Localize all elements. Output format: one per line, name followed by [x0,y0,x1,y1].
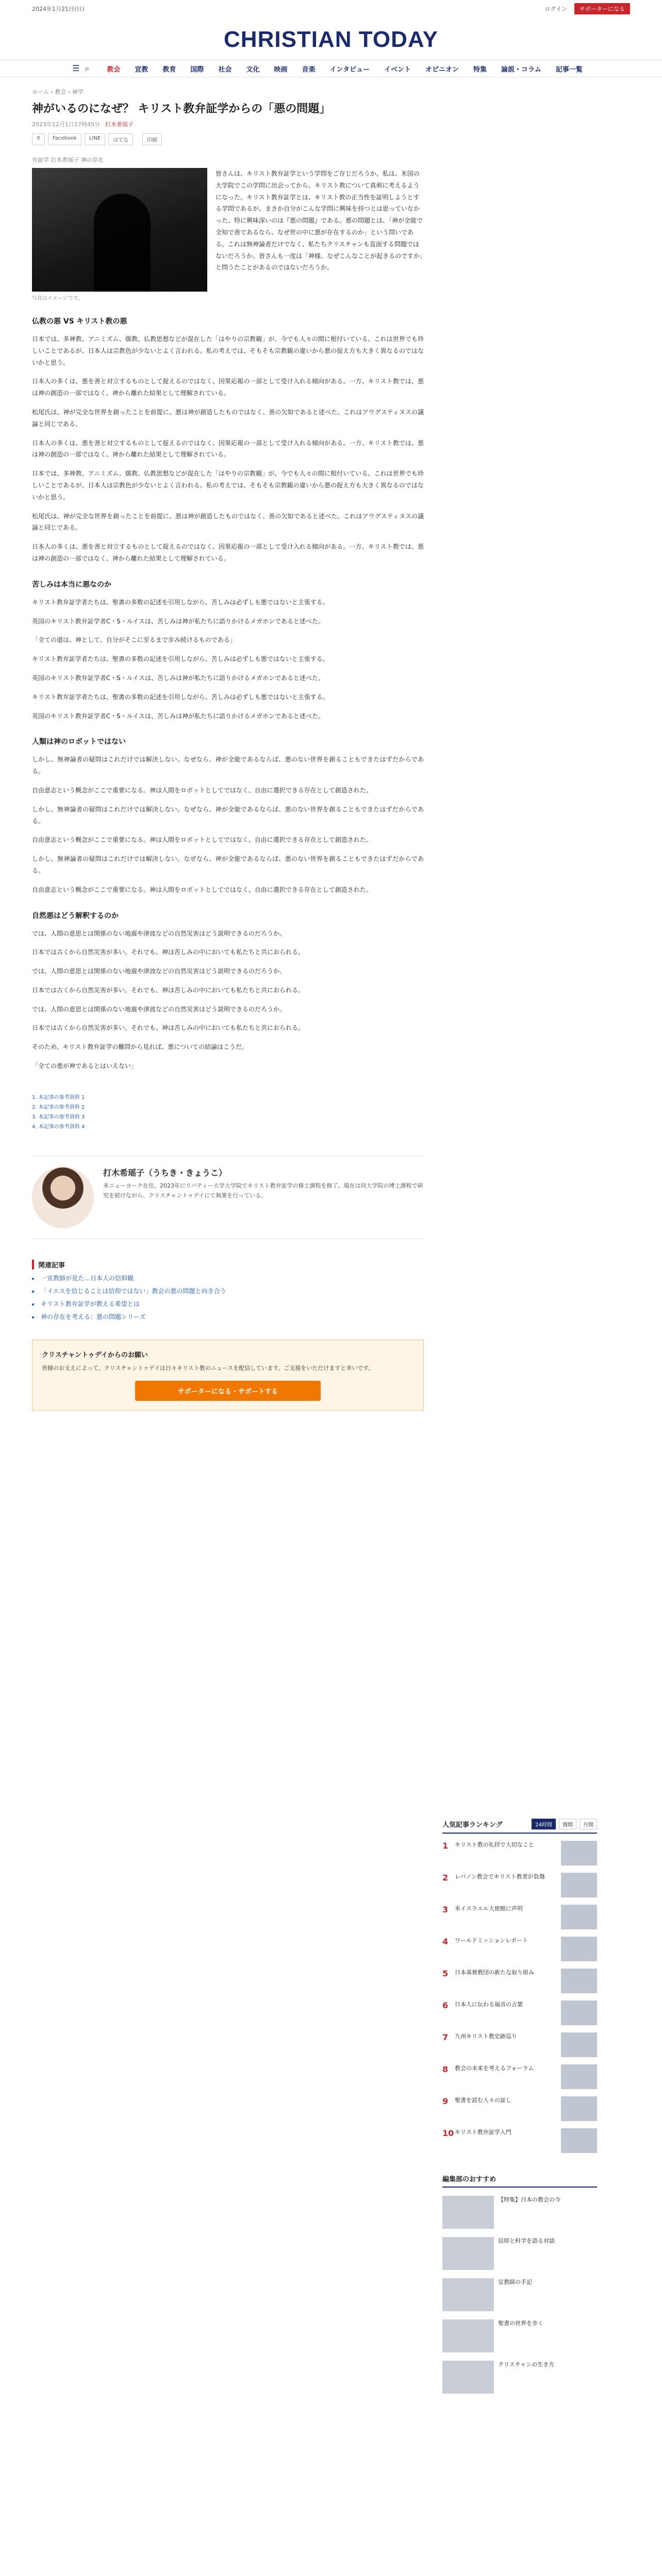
rank-number: 1 [442,1841,449,1851]
paragraph: しかし、無神論者の疑問はこれだけでは解決しない。なぜなら、神が全能であるならば、悪のない世界を創ることもできたはずだからである。 [32,756,424,775]
pick-thumbnail[interactable] [442,2278,494,2311]
rank-number: 5 [442,1969,449,1978]
article-meta [32,120,424,128]
support-appeal [32,1340,424,1411]
ranking-item-title[interactable]: 日本人に伝わる福音の言葉 [455,2001,523,2008]
picks-title: 編集部のおすすめ [442,2174,597,2188]
article-date: 2023年12月1日17時45分 [32,121,100,128]
ranking-item[interactable] [442,2064,597,2089]
paragraph: 日本では古くから自然災害が多い。それでも、神は苦しみの中においても私たちと共におられる。 [32,1024,305,1032]
pick-item[interactable] [442,2237,597,2270]
pick-item[interactable] [442,2319,597,2352]
support-button[interactable]: サポーターになる [574,3,630,14]
author-bio: 米ニューヨーク在住。2023年にリバティー大学大学院でキリスト教弁証学の修士課程を修了。現在は同大学院の博士課程で研究を続けながら、クリスチャントゥデイにて執筆を行っている。 [103,1182,423,1199]
ranking-tab-week[interactable]: 週間 [559,1819,576,1829]
topbar-date: 2024年1月21日(日) [32,6,85,12]
print-button[interactable]: 印刷 [142,133,162,145]
paragraph: 英国のキリスト教弁証学者C・S・ルイスは、苦しみは神が私たちに語りかけるメガホンであると述べた。 [32,712,325,720]
pick-thumbnail[interactable] [442,2237,494,2270]
ranking-thumbnail[interactable] [561,2001,597,2025]
section-heading: 人類は神のロボットではない [32,738,126,747]
author-profile [32,1156,424,1239]
site-logo[interactable]: CHRISTIAN TODAY [224,27,438,52]
nav-icons [72,63,89,74]
ranking-tab-24h[interactable]: 24時間 [532,1819,556,1829]
closing-paragraph: そのため、キリスト教弁証学の難問から見れば、悪についての結論はこうだ。 [32,1043,249,1051]
article-intro [32,168,424,301]
nav-item-music[interactable]: 音楽 [302,65,316,74]
author-info [103,1166,424,1228]
paragraph: キリスト教弁証学者たちは、聖書の多数の記述を引用しながら、苦しみは必ずしも悪ではないと主張する。 [32,598,329,606]
related-item[interactable]: • 一宣教師が見た…日本人の信仰観 [32,1274,424,1282]
reference-item[interactable]: 4. 本記事の参考資料 4 [32,1122,424,1130]
support-cta-button[interactable]: サポーターになる・サポートする [135,1381,321,1401]
nav-item-event[interactable]: イベント [384,65,411,74]
pick-item[interactable] [442,2196,597,2229]
author-name: 打木希瑶子（うちき・きょうこ） [103,1167,227,1178]
topbar-actions [545,3,630,14]
rank-number: 6 [442,2001,449,2010]
paragraph: 自由意志という概念がここで重要になる。神は人間をロボットとしてではなく、自由に選択できる存在として創造された。 [32,886,372,893]
ranking-item-title[interactable]: レバノン教会でキリスト教者が負傷 [455,1873,545,1880]
paragraph: 英国のキリスト教弁証学者C・S・ルイスは、苦しみは神が私たちに語りかけるメガホンであると述べた。 [32,617,325,625]
pick-item-title[interactable]: 【特集】日本の教会の今 [498,2196,560,2203]
paragraph: 日本では古くから自然災害が多い。それでも、神は苦しみの中においても私たちと共におられる。 [32,986,305,994]
ranking-thumbnail[interactable] [561,2032,597,2057]
ranking-item[interactable] [442,1969,597,1993]
rank-number: 4 [442,1937,449,1946]
paragraph: 英国のキリスト教弁証学者C・S・ルイスは、苦しみは神が私たちに語りかけるメガホンであると述べた。 [32,674,325,682]
related-item[interactable]: • キリスト教弁証学が教える希望とは [32,1299,424,1308]
paragraph: では、人間の意思とは関係のない地震や津波などの自然災害はどう説明できるのだろうか。 [32,929,286,937]
ranking-item[interactable] [442,2096,597,2121]
paragraph: しかし、無神論者の疑問はこれだけでは解決しない。なぜなら、神が全能であるならば、悪のない世界を創ることもできたはずだからである。 [32,855,424,874]
ranking-tab-month[interactable]: 月間 [580,1819,597,1829]
ranking-thumbnail[interactable] [561,1969,597,1993]
paragraph: 日本人の多くは、悪を善と対立するものとして捉えるのではなく、因果応報の一部として受け入れる傾向がある。一方、キリスト教では、悪は神の創造の一部ではなく、神から離れた結果として理解されている。 [32,439,424,459]
author-avatar [32,1166,94,1228]
ranking-title: 人気記事ランキング [442,1821,503,1829]
paragraph: 日本人の多くは、悪を善と対立するものとして捉えるのではなく、因果応報の一部として受け入れる傾向がある。一方、キリスト教では、悪は神の創造の一部ではなく、神から離れた結果として理解されている。 [32,543,424,562]
ranking-thumbnail[interactable] [561,2096,597,2121]
ranking-item-title[interactable]: ワールドミッションレポート [455,1937,528,1944]
search-icon[interactable]: ⌕ [85,63,90,73]
paragraph: しかし、無神論者の疑問はこれだけでは解決しない。なぜなら、神が全能であるならば、悪のない世界を創ることもできたはずだからである。 [32,805,424,825]
share-line-button[interactable]: LINE [85,133,105,145]
article [32,88,424,2394]
rank-number: 7 [442,2032,449,2042]
nav-item-international[interactable]: 国際 [190,65,204,74]
rank-number: 8 [442,2064,449,2074]
related-item[interactable]: • 「イエスを信じることは信仰ではない」教会の悪の問題と向き合う [32,1286,424,1295]
ranking-item[interactable] [442,1937,597,1961]
hero-image [32,168,207,292]
ranking-item[interactable] [442,1905,597,1929]
ranking-tabs [532,1819,597,1829]
nav-item-society[interactable]: 社会 [218,65,232,74]
menu-icon[interactable]: ☰ [72,63,80,73]
login-link[interactable]: ログイン [544,6,567,12]
main-nav [0,60,662,77]
reference-item[interactable]: 2. 本記事の参考資料 2 [32,1103,424,1110]
ranking-item[interactable] [442,1873,597,1897]
rank-number: 3 [442,1905,449,1914]
paragraph: では、人間の意思とは関係のない地震や津波などの自然災害はどう説明できるのだろうか。 [32,1005,286,1013]
nav-item-church[interactable]: 教会 [107,65,121,74]
article-author-link[interactable]: 打木希瑶子 [105,121,134,128]
pick-thumbnail[interactable] [442,2361,494,2394]
section-heading: 自然悪はどう解釈するのか [32,911,119,920]
rank-number: 10 [442,2128,454,2138]
share-bar [32,133,424,145]
reference-item[interactable]: 1. 本記事の参考資料 1 [32,1093,424,1100]
support-appeal-title: クリスチャントゥデイからのお願い [42,1351,148,1359]
nav-item-mission[interactable]: 宣教 [135,65,148,74]
paragraph: では、人間の意思とは関係のない地震や津波などの自然災害はどう説明できるのだろうか。 [32,968,286,975]
ranking-thumbnail[interactable] [561,1841,597,1866]
share-hatena-button[interactable]: はてな [108,133,133,145]
pick-item-title[interactable]: 聖書の世界を歩く [498,2320,543,2327]
hero-caption: 写真はイメージです。 [32,296,83,301]
sidebar [442,88,597,2394]
section-heading: 仏教の悪 VS キリスト教の悪 [32,317,127,326]
article-tags[interactable]: 弁証学 打木希瑶子 神の存在 [32,157,104,163]
intro-paragraph: 皆さんは、キリスト教弁証学という学問をご存じだろうか。私は、米国の大学院でこの学問に出会ってから、キリスト教について真剣に考えるようになった。キリスト教弁証学とは、キリスト教の正当性を証明しようとする学問であるが、まさか自分がこんな学問に興味を持つとは思っていなかった。特に興味深いのは『悪の問題』である。悪の問題とは、「神が全能で全知で善であるなら、なぜ世の中に悪が存在するのか」という問いである。これは無神論者だけでなく、私たちクリスチャンも直面する問題ではないだろうか。皆さんも一度は「神様、なぜこんなことが起きるのですか」と問うたことがあるのではないだろうか。 [216,170,423,272]
topbar [0,0,662,18]
ranking-thumbnail[interactable] [561,1905,597,1929]
nav-item-interview[interactable]: インタビュー [329,65,370,74]
pick-item[interactable] [442,2361,597,2394]
ranking-item-title[interactable]: キリスト教弁証学入門 [455,2129,511,2136]
breadcrumb[interactable]: ホーム › 教会 › 神学 [32,89,84,95]
closing-quote: 「全ての悪が神であるとはいえない」 [32,1062,138,1070]
ranking-item-title[interactable]: キリスト教の礼拝で大切なこと [455,1841,534,1848]
paragraph: 自由意志という概念がここで重要になる。神は人間をロボットとしてではなく、自由に選択できる存在として創造された。 [32,786,372,794]
rank-number: 2 [442,1873,449,1883]
paragraph: キリスト教弁証学者たちは、聖書の多数の記述を引用しながら、苦しみは必ずしも悪ではないと主張する。 [32,655,329,663]
nav-item-education[interactable]: 教育 [162,65,176,74]
share-x-button[interactable]: X [32,133,45,145]
pick-item[interactable] [442,2278,597,2311]
related-heading: 関連記事 [32,1260,424,1269]
paragraph: 松尾氏は、神が完全な世界を創ったことを前提に、悪は神が創造したものではなく、善の欠如であると述べた。これはアウグスティヌスの議論と同じである。 [32,512,424,532]
nav-item-movie[interactable]: 映画 [274,65,288,74]
pick-item-title[interactable]: クリスチャンの生き方 [498,2361,555,2368]
ranking-item-title[interactable]: 教会の未来を考えるフォーラム [455,2065,534,2072]
nav-item-culture[interactable]: 文化 [246,65,260,74]
ranking-item-title[interactable]: 日本基督教団の新たな取り組み [455,1969,534,1976]
pick-thumbnail[interactable] [442,2319,494,2352]
paragraph: キリスト教弁証学者たちは、聖書の多数の記述を引用しながら、苦しみは必ずしも悪ではないと主張する。 [32,693,329,701]
rank-number: 9 [442,2096,449,2106]
hero-figure [32,168,207,301]
pick-item-title[interactable]: 信仰と科学を語る対談 [498,2238,555,2244]
masthead [0,27,662,53]
paragraph: 日本人の多くは、悪を善と対立するものとして捉えるのではなく、因果応報の一部として受け入れる傾向がある。一方、キリスト教では、悪は神の創造の一部ではなく、神から離れた結果として理解されている。 [32,378,424,397]
section-heading: 苦しみは本当に悪なのか [32,580,111,589]
related-list [32,1274,424,1321]
ranking-item[interactable] [442,2128,597,2153]
ranking-item[interactable] [442,2032,597,2057]
intro-text [216,168,424,301]
ranking-thumbnail[interactable] [561,1937,597,1961]
reference-item[interactable]: 3. 本記事の参考資料 3 [32,1112,424,1120]
ranking-item-title[interactable]: 九州キリスト教史跡巡り [455,2033,517,2040]
article-title: 神がいるのになぜ？ キリスト教弁証学からの「悪の問題」 [32,103,331,115]
nav-item-column[interactable]: 論説・コラム [501,65,541,74]
paragraph: 日本では、多神教、アニミズム、儒教、仏教思想などが混在した「はやりの宗教観」が、今でも人々の間に根付いている。これは世界でも珍しいことであるが、日本人は宗教色が少ないとよく言われる。私の考えでは、そもそも宗教観の違いから悪の捉え方も大きく異なるのではないかと思う。 [32,470,424,501]
pick-item-title[interactable]: 宣教師の手記 [498,2279,532,2285]
ranking-thumbnail[interactable] [561,1873,597,1897]
quote-paragraph: 「全ての道は、神として、自分がそこに至るまで歩み続けるものである」 [32,636,236,644]
ranking-header [442,1819,597,1834]
ranking-item[interactable] [442,1841,597,1866]
reference-list [32,1093,424,1130]
page-body [32,88,630,2394]
ranking-item-title[interactable]: 米イスラエル大使館に声明 [455,1905,523,1912]
paragraph: 自由意志という概念がここで重要になる。神は人間をロボットとしてではなく、自由に選択できる存在として創造された。 [32,836,372,844]
ranking-thumbnail[interactable] [561,2128,597,2153]
paragraph: 松尾氏は、神が完全な世界を創ったことを前提に、悪は神が創造したものではなく、善の欠如であると述べた。これはアウグスティヌスの議論と同じである。 [32,408,424,428]
paragraph: 日本では古くから自然災害が多い。それでも、神は苦しみの中においても私たちと共におられる。 [32,948,305,956]
related-item[interactable]: • 神の存在を考える：悪の問題シリーズ [32,1312,424,1321]
nav-item-all-articles[interactable]: 記事一覧 [555,65,583,74]
ranking-thumbnail[interactable] [561,2064,597,2089]
nav-item-feature[interactable]: 特集 [473,65,487,74]
support-appeal-text: 皆様のお支えによって、クリスチャントゥデイは日々キリスト教のニュースを配信しています。ご支援をいただけますと幸いです。 [42,1364,374,1371]
pick-thumbnail[interactable] [442,2196,494,2229]
share-facebook-button[interactable]: Facebook [48,133,81,145]
nav-item-opinion[interactable]: オピニオン [425,65,459,74]
paragraph: 日本では、多神教、アニミズム、儒教、仏教思想などが混在した「はやりの宗教観」が、今でも人々の間に根付いている。これは世界でも珍しいことであるが、日本人は宗教色が少ないとよく言われる。私の考えでは、そもそも宗教観の違いから悪の捉え方も大きく異なるのではないかと思う。 [32,335,424,366]
ranking-item[interactable] [442,2001,597,2025]
ranking-item-title[interactable]: 聖書を読む人々の証し [455,2097,511,2104]
